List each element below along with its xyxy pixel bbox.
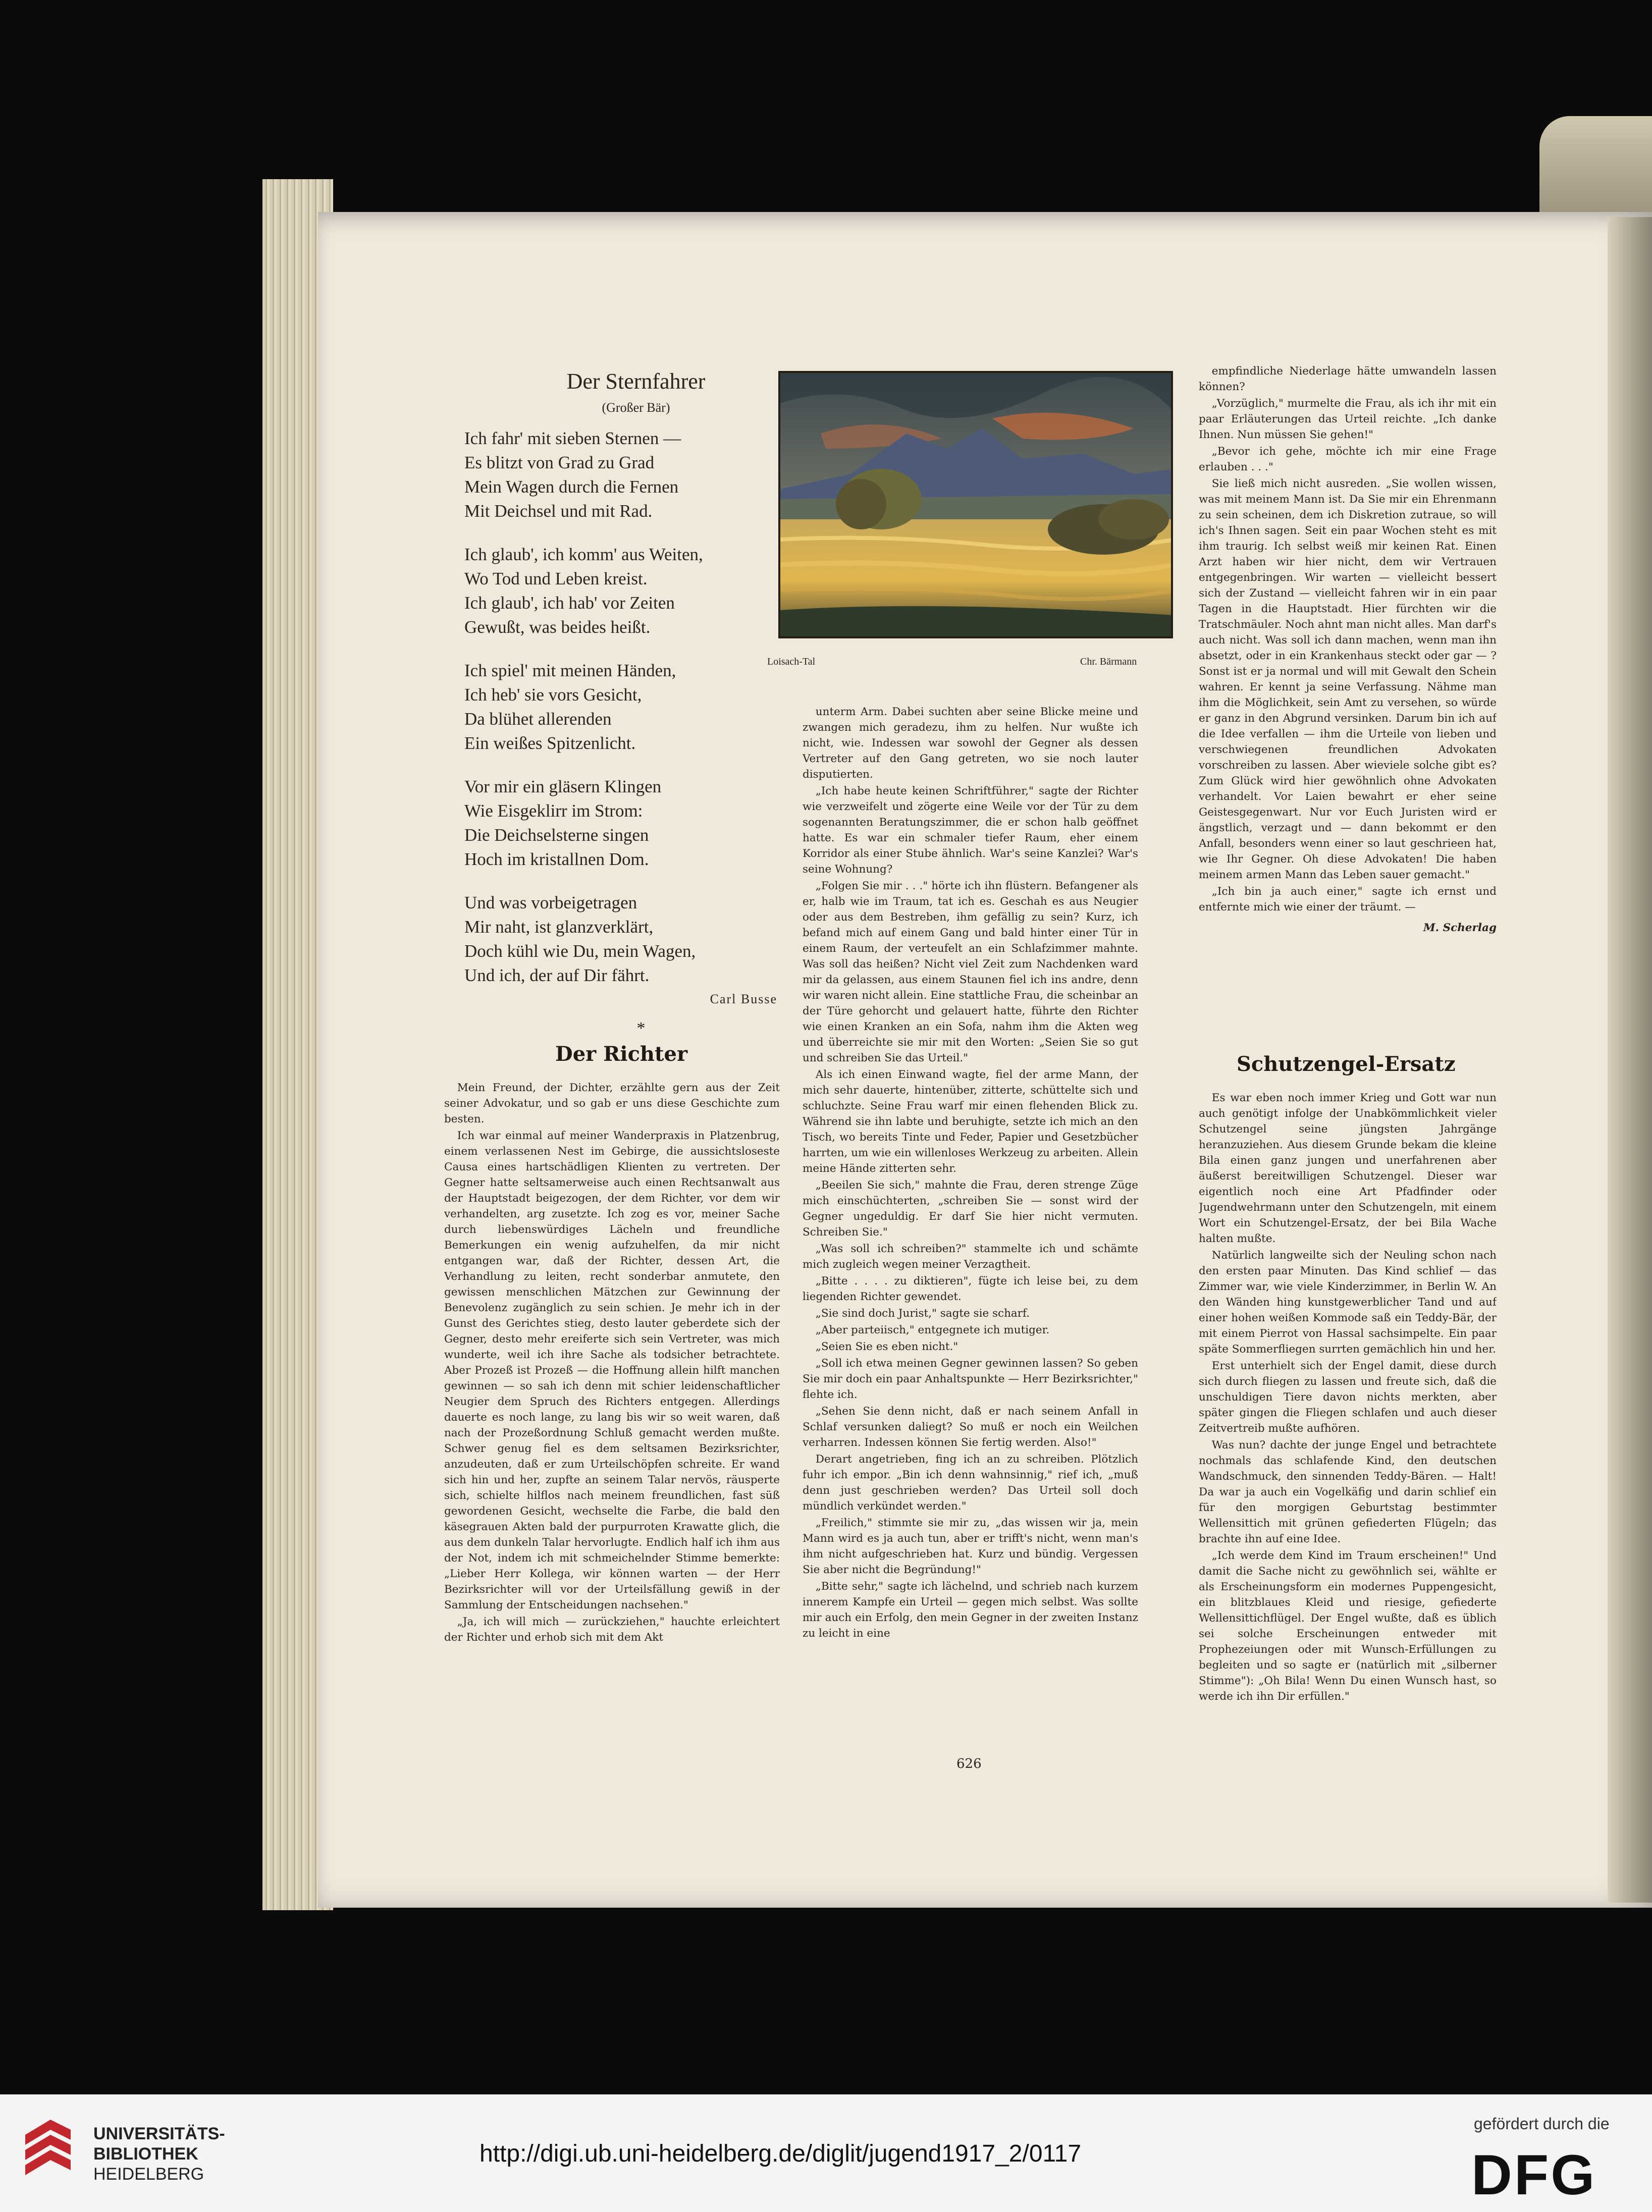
paragraph: Es war eben noch immer Krieg und Gott war nun auch genötigt infolge der Unabkömmlichkeit vieler Schutzengel seine jüngsten Jahrgänge heranzuziehen. Aus diesem Grunde bekam die kleine Bila einen ganz jungen und unerfahrenen aber äußerst bereitwilligen Schutzengel. Dieser war eigentlich noch eine Art Pfadfinder oder Jugendwehrmann unter den Schutzengeln, mit einem Wort ein Schutzengel-Ersatz, der bei Bila Wache halten mußte. xyxy=(1199,1092,1497,1245)
poem-subtitle: (Großer Bär) xyxy=(602,400,670,415)
story-title-schutzengel: Schutzengel-Ersatz xyxy=(1237,1052,1456,1076)
poem-stanza xyxy=(464,543,777,639)
story-column-2 xyxy=(803,704,1138,1744)
paragraph: „Ich bin ja auch einer," sagte ich ernst und entfernte mich wie einer der träumt. — xyxy=(1199,885,1497,913)
poem-line: Mit Deichsel und mit Rad. xyxy=(464,501,653,521)
institution-line-2: BIBLIOTHEK xyxy=(93,2144,198,2164)
poem-stanza xyxy=(464,426,777,523)
story-title-richter: Der Richter xyxy=(555,1042,688,1066)
poem-line: Mein Wagen durch die Fernen xyxy=(464,477,679,497)
paragraph: „Bitte sehr," sagte ich lächelnd, und schrieb nach kurzem innerem Kampfe ein Urteil — gegen mich selbst. Was sollte mir auch ein Erfolg, den mein Gegner in der zweiten Instanz zu leicht in eine xyxy=(803,1580,1138,1640)
painting-caption-title: Loisach-Tal xyxy=(767,656,816,667)
paragraph: „Vorzüglich," murmelte die Frau, als ich ihr mit ein paar Erläuterungen das Urteil reichte. „Ich danke Ihnen. Nun müssen Sie gehen!" xyxy=(1199,397,1497,441)
poem-line: Gewußt, was beides heißt. xyxy=(464,617,651,637)
page-number: 626 xyxy=(956,1756,982,1771)
paragraph: „Beeilen Sie sich," mahnte die Frau, deren strenge Züge mich einschüchterten, „schreiben Sie — sonst wird der Gegner ungeduldig. Er darf Sie hier nicht vermuten. Schreiben Sie." xyxy=(803,1179,1138,1238)
poem-line: Ich glaub', ich hab' vor Zeiten xyxy=(464,593,675,613)
poem-line: Ich spiel' mit meinen Händen, xyxy=(464,661,676,680)
poem-line: Doch kühl wie Du, mein Wagen, xyxy=(464,941,696,961)
landscape-painting xyxy=(780,373,1173,638)
story-column-3 xyxy=(1199,363,1497,989)
poem-line: Wie Eisgeklirr im Strom: xyxy=(464,801,643,821)
page-edge xyxy=(1608,217,1652,1903)
poem-line: Hoch im kristallnen Dom. xyxy=(464,849,649,869)
poem-line: Die Deichselsterne singen xyxy=(464,825,649,845)
poem xyxy=(464,368,777,1038)
paragraph: Sie ließ mich nicht ausreden. „Sie wollen wissen, was mit meinem Mann ist. Da Sie mir ein Ehrenmann zu sein scheinen, dem ich Diskretion zutraue, so will ich's Ihnen sagen. Seit ein paar Wochen steht es mit ihm traurig. Ich selbst weiß mir keinen Rat. Einen Arzt haben wir hier nicht, dem wir Vertrauen entgegenbringen. Wir warten — vielleicht bessert sich der Zustand — vielleicht fahren wir in ein paar Tagen in die Hauptstadt. Hier fürchten wir die Tratschmäuler. Noch ahnt man nicht alles. Man darf's auch nicht. Was soll ich dann machen, wenn man ihn absetzt, oder in ein Krankenhaus steckt oder gar — ? Sonst ist er ja normal und will mit Gewalt den Schein wahren. Er kennt ja seine Verfassung. Nähme man ihm die Möglichkeit, sein Amt zu versehen, so würde er ganz in den Abgrund versinken. Darum bin ich auf die Idee verfallen — ihm die Urteile von lieben und verschwiegenen freundlichen Advokaten vorschreiben zu lassen. Aber wieviele solche gibt es? Zum Glück wird hier gewöhnlich ohne Advokaten verhandelt. Vor Laien bewahrt er eher seine Geistesgegenwart. Nur vor Euch Juristen wird er ängstlich, verzagt und — dann bekommt er den Anfall, besonders wenn einer so laut geschrieen hat, wie Ihr Gegner. Oh diese Advokaten! Die haben meinem armen Mann das Leben sauer gemacht." xyxy=(1199,477,1497,881)
paragraph: „Ich werde dem Kind im Traum erscheinen!" Und damit die Sache nicht zu gewöhnlich sei, wählte er als Erscheinungsform ein modernes Puppengesicht, ein blitzblaues Kleid und riesige, gefiederte Wellensittichflügel. Der Engel wußte, daß es üblich sei solche Erscheinungen entweder mit Prophezeiungen oder mit Wunsch-Erfüllungen zu begleiten und so sagte er (natürlich mit „silberner Stimme"): „Oh Bila! Wenn Du einen Wunsch hast, so werde ich ihn Dir erfüllen." xyxy=(1199,1549,1497,1703)
paragraph: empfindliche Niederlage hätte umwandeln lassen können? xyxy=(1199,365,1497,393)
poem-stanza xyxy=(464,659,777,756)
poem-author: Carl Busse xyxy=(710,992,777,1006)
paragraph: „Freilich," stimmte sie mir zu, „das wissen wir ja, mein Mann wird es ja auch tun, aber er trifft's nicht, wenn man's ihm nicht aufgeschrieben hat. Kurz und bündig. Vergessen Sie aber nicht die Begründung!" xyxy=(803,1517,1138,1576)
paragraph: „Sehen Sie denn nicht, daß er nach seinem Anfall in Schlaf versunken daliegt? So muß er noch ein Weilchen verharren. Indessen können Sie fertig werden. Also!" xyxy=(803,1405,1138,1449)
paragraph: „Was soll ich schreiben?" stammelte ich und schämte mich zugleich wegen meiner Verzagtheit. xyxy=(803,1243,1138,1271)
poem-stanza xyxy=(464,891,777,988)
poem-line: Wo Tod und Leben kreist. xyxy=(464,569,648,588)
story-signature: M. Scherlag xyxy=(1423,922,1497,934)
source-url-link[interactable]: http://digi.ub.uni-heidelberg.de/diglit/jugend1917_2/0117 xyxy=(479,2140,1082,2167)
university-library-logo-icon xyxy=(20,2115,76,2180)
poem-line: Ein weißes Spitzenlicht. xyxy=(464,733,636,753)
institution-line-3: HEIDELBERG xyxy=(93,2165,204,2184)
paragraph: „Ja, ich will mich — zurückziehen," hauchte erleichtert der Richter und erhob sich mit dem Akt xyxy=(444,1615,780,1644)
poem-line: Da blühet allerenden xyxy=(464,709,612,729)
poem-stanza xyxy=(464,775,777,872)
paragraph: „Seien Sie es eben nicht." xyxy=(815,1340,958,1353)
paragraph: Was nun? dachte der junge Engel und betrachtete nochmals das schlafende Kind, den deutschen Wandschmuck, den sinnenden Teddy-Bären. — Halt! Da war ja auch ein Vogelkäfig und darin schlief ein für den morgigen Geburtstag bestimmter Wellensittich mit grünen gefiederten Flügeln; das brachte ihn auf eine Idee. xyxy=(1199,1439,1497,1545)
painting-loisach-tal xyxy=(778,371,1173,638)
poem-stanzas xyxy=(464,426,777,988)
paragraph: „Ich habe heute keinen Schriftführer," sagte der Richter wie verzweifelt und zögerte eine Weile vor der Tür zu dem sogenannten Beratungszimmer, die er schon halb geöffnet hatte. Es war ein schmaler tiefer Raum, eher einem Korridor als einer Stube ähnlich. War's seine Kanzlei? War's seine Wohnung? xyxy=(803,785,1138,876)
paragraph: Ich war einmal auf meiner Wanderpraxis in Platzenbrug, einem verlassenen Nest im Gebirge, die aussichtsloseste Causa eines hartschädligen Klienten zu vertreten. Der Gegner hatte seltsamerweise auch einen Rechtsanwalt aus der Hauptstadt beigezogen, der dem Richter, vor dem wir verhandelten, arg zusetzte. Ich zog es vor, meiner Sache durch liebenswürdiges Lächeln und freundliche Bemerkungen ein wenig aufzuhelfen, da mir nicht entgangen war, daß der Richter, dessen Art, die Verhandlung zu leiten, recht sonderbar anmutete, den gewissen menschlichen Mätzchen zur Gewinnung der Benevolenz zugänglich zu sein schien. Je mehr ich in der Gunst des Gerichtes stieg, desto lauter geberdete sich der Gegner, desto mehr ereiferte sich sein Vertreter, was mich wunderte, weil ich ihre Sache als todsicher betrachtete. Aber Prozeß ist Prozeß — die Hoffnung allein hilft manchen gewinnen — so sah ich denn mit schier leidenschaftlicher Neugier dem Spruch des Richters entgegen. Allerdings dauerte es noch lange, zu lang bis wir so weit waren, daß nach der Prozeßordnung Schluß gemacht werden mußte. Schwer genug fiel es dem seltsamen Bezirksrichter, anzudeuten, daß er zum Urteilschöpfen schreite. Er wand sich hin und her, zupfte an seinem Talar nervös, räusperte sich, schielte hilflos nach meinem freundlichen, fast süß gewordenen Gesicht, wechselte die Farbe, die bald den käsegrauen Akten bald der purpurroten Krawatte glich, die aus dem dunkeln Talar hervorlugte. Endlich half ich ihm aus der Not, indem ich mit schmeichelnder Stimme bemerkte: „Lieber Herr Kollega, wir können warten — der Herr Bezirksrichter will vor der Urteilsfällung gewiß in der Sammlung der Entscheidungen nachsehen." xyxy=(444,1129,780,1611)
paragraph: Natürlich langweilte sich der Neuling schon nach den ersten paar Minuten. Das Kind schlief — das Zimmer war, wie viele Kinderzimmer, in Berlin W. An den Wänden hing kunstgewerblicher Tand und auf einer hohen weißen Kommode saß ein Teddy-Bär, der mit einem Pierrot von Hassal sachsimpelte. Ein paar späte Sommerfliegen surrten gemächlich hin und her. xyxy=(1199,1249,1497,1356)
poem-line: Ich glaub', ich komm' aus Weiten, xyxy=(464,545,703,564)
paragraph: „Bevor ich gehe, möchte ich mir eine Frage erlauben . . ." xyxy=(1199,445,1497,473)
paragraph: „Bitte . . . . zu diktieren", fügte ich leise bei, zu dem liegenden Richter gewendet. xyxy=(803,1275,1138,1303)
footer-bar xyxy=(0,2094,1652,2212)
story-column-1 xyxy=(444,1080,780,1746)
poem-line: Ich fahr' mit sieben Sternen — xyxy=(464,428,681,448)
paragraph: „Sie sind doch Jurist," sagte sie scharf. xyxy=(815,1307,1030,1320)
painting-caption-artist: Chr. Bärmann xyxy=(1080,656,1137,667)
paragraph: Mein Freund, der Dichter, erzählte gern aus der Zeit seiner Advokatur, und so gab er uns diese Geschichte zum besten. xyxy=(444,1082,780,1125)
paragraph: „Folgen Sie mir . . ." hörte ich ihn flüstern. Befangener als er, halb wie im Traum, tat ich es. Geschah es aus Neugier oder aus dem Bestreben, ihm gefällig zu sein? Kurz, ich befand mich auf einem Gang und bald hinter einer Tür in einem Raum, der verteufelt an ein Schlafzimmer mahnte. Was soll das heißen? Nicht viel Zeit zum Nachdenken ward mir da gelassen, aus einem Staunen fiel ich ins andre, denn wir waren nicht allein. Eine stattliche Frau, die scheinbar an der Türe gehorcht und gelauert hatte, führte den Richter wie einen Kranken an ein Sofa, nahm ihm die Akten weg und überreichte sie mir mit den Worten: „Seien Sie so gut und schreiben Sie das Urteil." xyxy=(803,880,1138,1064)
paragraph: „Aber parteiisch," entgegnete ich mutiger. xyxy=(815,1324,1050,1336)
separator-asterisk: * xyxy=(636,1019,646,1038)
poem-line: Es blitzt von Grad zu Grad xyxy=(464,453,655,472)
institution-line-1: UNIVERSITÄTS- xyxy=(93,2124,225,2143)
poem-line: Mir naht, ist glanzverklärt, xyxy=(464,917,654,937)
paragraph: Derart angetrieben, fing ich an zu schreiben. Plötzlich fuhr ich empor. „Bin ich denn wahnsinnig," rief ich, „muß denn just geschrieben werden? Das Urteil soll doch mündlich verkündet werden." xyxy=(803,1453,1138,1513)
poem-title: Der Sternfahrer xyxy=(566,369,706,394)
paragraph: Erst unterhielt sich der Engel damit, diese durch sich durch fliegen zu lassen und freute sich, daß die unschuldigen Tiere davon nichts merkten, aber später gingen die Fliegen schlafen und auch dieser Zeitvertreib mußte aufhören. xyxy=(1199,1360,1497,1435)
paragraph: Als ich einen Einwand wagte, fiel der arme Mann, der mich sehr dauerte, hintenüber, zitterte, schüttelte sich und schluchzte. Seine Frau warf mir einen flehenden Blick zu. Während sie ihn labte und beruhigte, setzte ich mich an den Tisch, wo bereits Tinte und Feder, Papier und Gesetzbücher harrten, um wie ein willenloses Werkzeug zu arbeiten. Allein meine Hände zitterten sehr. xyxy=(803,1068,1138,1175)
paragraph: „Soll ich etwa meinen Gegner gewinnen lassen? So geben Sie mir doch ein paar Anhaltspunkte — Herr Bezirksrichter," flehte ich. xyxy=(803,1357,1138,1401)
poem-line: Und was vorbeigetragen xyxy=(464,893,637,912)
dfg-logo: DFG xyxy=(1471,2143,1597,2206)
poem-line: Vor mir ein gläsern Klingen xyxy=(464,777,662,796)
poem-line: Und ich, der auf Dir fährt. xyxy=(464,965,650,985)
institution-name xyxy=(93,2124,225,2184)
story-column-4 xyxy=(1199,1090,1497,1756)
funding-label: gefördert durch die xyxy=(1474,2115,1610,2133)
poem-line: Ich heb' sie vors Gesicht, xyxy=(464,685,642,705)
paragraph: unterm Arm. Dabei suchten aber seine Blicke meine und zwangen mich geradezu, ihm zu helfen. Nur wußte ich nicht, wie. Indessen war sowohl der Gegner als dessen Vertreter auf den Gang getreten, wo sie noch lauter disputierten. xyxy=(803,706,1138,781)
